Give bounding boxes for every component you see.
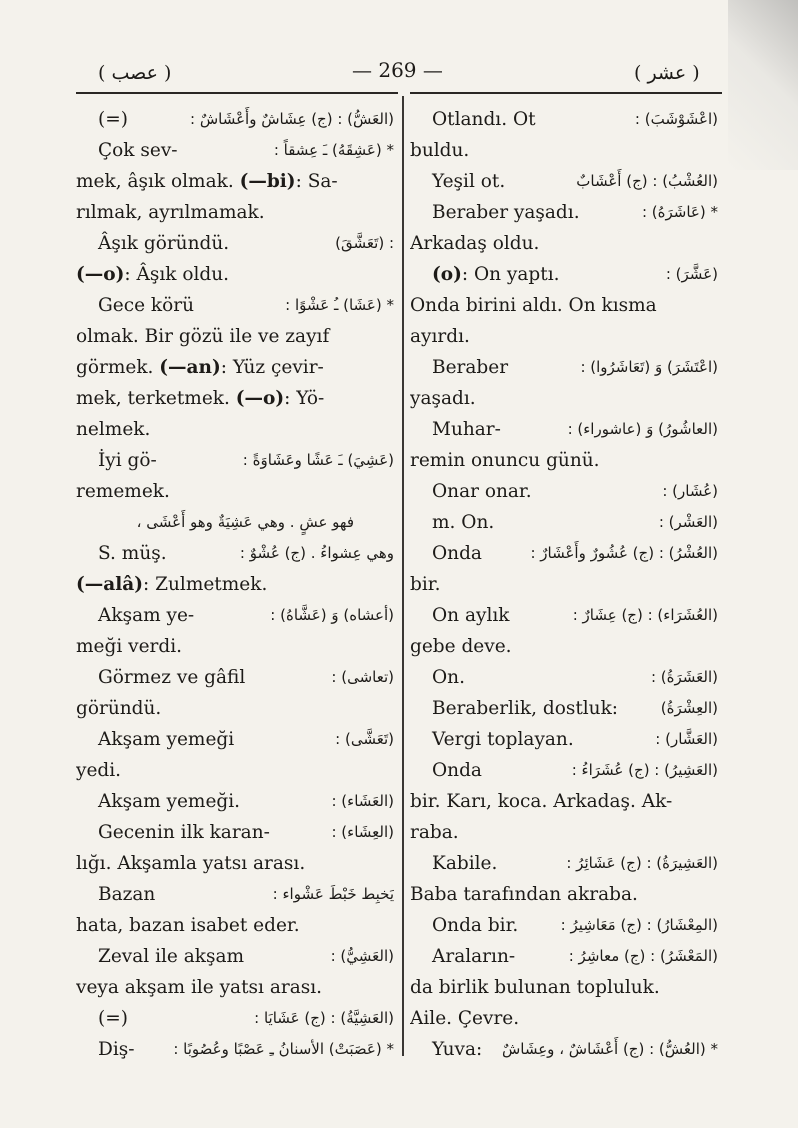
entry-line: [76, 631, 394, 662]
entry-line: [76, 724, 394, 755]
entry-line: [76, 445, 394, 476]
entry-line: [410, 1003, 718, 1034]
arabic-headword: (العاشُورُ) وَ (عاشوراء) :: [567, 420, 718, 438]
turkish-text: Kabile.: [432, 853, 498, 874]
turkish-text: Yuva:: [432, 1039, 483, 1060]
entry-line: [76, 104, 394, 135]
turkish-text: bir. Karı, koca. Arkadaş. Ak-: [410, 791, 673, 812]
arabic-headword: (تَعَشَّى) :: [335, 730, 394, 748]
turkish-text: Akşam yemeği.: [98, 791, 241, 812]
arabic-headword: فهو عشٍ . وهي عَشِيَةٌ وهو أَعْشَى ،: [136, 513, 354, 531]
arabic-headword: يَخبِط خَبْطَ عَشْواء :: [272, 885, 394, 903]
arabic-headword: (العَشِيُّ) :: [330, 947, 394, 965]
entry-line: [410, 135, 718, 166]
entry-line: [410, 383, 718, 414]
turkish-text: hata, bazan isabet eder.: [76, 915, 300, 936]
arabic-headword: (اعْتَشَرَ) وَ (تَعَاشَرُوا) :: [580, 358, 718, 376]
entry-line: [410, 910, 718, 941]
turkish-text: Onda bir.: [432, 915, 519, 936]
turkish-text: meği verdi.: [76, 636, 183, 657]
page-number: — 269 —: [352, 58, 443, 82]
arabic-headword: * (عَشَا) ـُ عَشْوًا :: [285, 296, 394, 314]
entry-line: [410, 631, 718, 662]
arabic-headword: * (العُشُّ) : (ج) أَعْشَاشٌ ، وعِشَاشٌ: [501, 1040, 718, 1058]
turkish-text: (o): On yaptı.: [432, 264, 560, 285]
arabic-headword: وهي عِشواءُ . (ج) عُشْوٌ :: [239, 544, 394, 562]
turkish-text: Bazan: [98, 884, 156, 905]
turkish-text: Onda birini aldı. On kısma: [410, 295, 657, 316]
entry-line: [76, 476, 394, 507]
page-header: [0, 58, 798, 88]
turkish-text: Akşam yemeği: [98, 729, 235, 750]
entry-line: [76, 321, 394, 352]
turkish-text: raba.: [410, 822, 459, 843]
arabic-headword: : (تَعَشَّقَ): [335, 234, 394, 252]
entry-line: [76, 910, 394, 941]
turkish-text: Beraber yaşadı.: [432, 202, 580, 223]
turkish-text: Zeval ile akşam: [98, 946, 245, 967]
turkish-text: Arkadaş oldu.: [410, 233, 540, 254]
turkish-text: nelmek.: [76, 419, 151, 440]
entry-line: [410, 972, 718, 1003]
turkish-text: mek, terketmek. (—o): Yö-: [76, 388, 325, 409]
turkish-text: lığı. Akşamla yatsı arası.: [76, 853, 306, 874]
arabic-headword: (العَشِيَّةُ) : (ج) عَشَايَا :: [254, 1009, 394, 1027]
arabic-headword: * (عَشِقَهُ) ـَ عِشقاً :: [273, 141, 394, 159]
entry-line: [410, 600, 718, 631]
entry-line: [410, 817, 718, 848]
entry-line: [76, 879, 394, 910]
arabic-headword: (المَعْشَرُ) : (ج) معاشِرُ :: [568, 947, 718, 965]
arabic-headword: (العَشِيرَةُ) : (ج) عَشَائِرُ :: [566, 854, 718, 872]
turkish-text: Görmez ve gâfil: [98, 667, 246, 688]
entry-line: [76, 352, 394, 383]
turkish-text: mek, âşık olmak. (—bi): Sa-: [76, 171, 338, 192]
arabic-headword: (العَشَاء) :: [331, 792, 394, 810]
header-left-keyword: ( عصب ): [98, 62, 172, 84]
turkish-text: yaşadı.: [410, 388, 476, 409]
left-column: [76, 104, 394, 1065]
turkish-text: Onda: [432, 760, 482, 781]
turkish-text: yedi.: [76, 760, 122, 781]
arabic-headword: (عَشَّرَ) :: [665, 265, 718, 283]
arabic-headword: (العَشِيرُ) : (ج) عُشَرَاءُ :: [571, 761, 718, 779]
turkish-text: remin onuncu günü.: [410, 450, 600, 471]
entry-line: [76, 414, 394, 445]
turkish-text: İyi gö-: [98, 450, 157, 471]
turkish-text: Otlandı. Ot: [432, 109, 536, 130]
arabic-headword: (العَشُّ) : (ج) عِشَاشٌ وأَعْشَاشٌ :: [190, 110, 394, 128]
entry-line: [76, 259, 394, 290]
entry-line: [410, 166, 718, 197]
turkish-text: (=): [98, 1008, 128, 1029]
entry-line: [410, 290, 718, 321]
turkish-text: On aylık: [432, 605, 510, 626]
turkish-text: Muhar-: [432, 419, 501, 440]
entry-line: [410, 1034, 718, 1065]
entry-line: [410, 352, 718, 383]
entry-line: [410, 662, 718, 693]
turkish-text: rılmak, ayrılmamak.: [76, 202, 265, 223]
turkish-text: görmek. (—an): Yüz çevir-: [76, 357, 324, 378]
entry-line: [76, 538, 394, 569]
right-column: [410, 104, 718, 1065]
arabic-headword: (العَشَّار) :: [655, 730, 718, 748]
turkish-text: Âşık göründü.: [98, 233, 230, 254]
turkish-text: gebe deve.: [410, 636, 512, 657]
entry-line: [76, 786, 394, 817]
arabic-headword: (العُشْبُ) : (ج) أَعْشَابٌ: [576, 172, 718, 190]
turkish-text: ayırdı.: [410, 326, 470, 347]
arabic-headword: (العِشَاء) :: [331, 823, 394, 841]
entry-line: [410, 321, 718, 352]
turkish-text: veya akşam ile yatsı arası.: [76, 977, 323, 998]
turkish-text: m. On.: [432, 512, 495, 533]
turkish-text: Beraberlik, dostluk:: [432, 698, 619, 719]
turkish-text: olmak. Bir gözü ile ve zayıf: [76, 326, 330, 347]
arabic-headword: * (عَاشَرَهُ) :: [641, 203, 718, 221]
entry-line: [76, 569, 394, 600]
entry-line: [76, 1003, 394, 1034]
entry-line: [410, 569, 718, 600]
turkish-text: Diş-: [98, 1039, 135, 1060]
turkish-text: buldu.: [410, 140, 470, 161]
entry-line: [76, 755, 394, 786]
turkish-text: Yeşil ot.: [432, 171, 506, 192]
entry-line: [76, 817, 394, 848]
arabic-headword: (عَشِيَ) ـَ عَشًا وعَشَاوَةً :: [242, 451, 394, 469]
entry-line: [410, 724, 718, 755]
entry-line: [76, 848, 394, 879]
entry-line: [410, 786, 718, 817]
arabic-headword: (العَشَرَةُ) :: [650, 668, 718, 686]
arabic-headword: (العِشْرَةُ): [660, 699, 718, 717]
header-rule-left: [76, 92, 398, 94]
entry-line: [76, 662, 394, 693]
entry-line: [76, 972, 394, 1003]
header-right-keyword: ( عشر ): [634, 62, 700, 84]
entry-line: [76, 693, 394, 724]
entry-line: [410, 538, 718, 569]
entry-line: [76, 507, 394, 538]
turkish-text: S. müş.: [98, 543, 167, 564]
turkish-text: rememek.: [76, 481, 170, 502]
entry-line: [410, 507, 718, 538]
arabic-headword: * (عَصَبَتْ) الأسنانُ ـِ عَصْبًا وعُصُوبًا :: [173, 1040, 394, 1058]
arabic-headword: (العُشَرَاء) : (ج) عِشَارٌ :: [572, 606, 718, 624]
entry-line: [410, 879, 718, 910]
entry-line: [76, 383, 394, 414]
entry-line: [76, 228, 394, 259]
turkish-text: Gecenin ilk karan-: [98, 822, 270, 843]
entry-line: [76, 290, 394, 321]
turkish-text: Baba tarafından akraba.: [410, 884, 638, 905]
arabic-headword: (عُشَار) :: [662, 482, 718, 500]
entry-line: [410, 228, 718, 259]
entry-line: [410, 693, 718, 724]
turkish-text: Araların-: [432, 946, 516, 967]
arabic-headword: (تعاشى) :: [331, 668, 394, 686]
header-rule-right: [410, 92, 722, 94]
turkish-text: Çok sev-: [98, 140, 178, 161]
turkish-text: da birlik bulunan topluluk.: [410, 977, 660, 998]
turkish-text: On.: [432, 667, 465, 688]
entry-line: [410, 445, 718, 476]
entry-line: [76, 166, 394, 197]
turkish-text: Onar onar.: [432, 481, 532, 502]
arabic-headword: (العُشْرُ) : (ج) عُشُورٌ وأَعْشَارٌ :: [530, 544, 718, 562]
arabic-headword: (أعشاه) وَ (عَشَّاهُ) :: [270, 606, 394, 624]
arabic-headword: (العَشْر) :: [658, 513, 718, 531]
entry-line: [410, 104, 718, 135]
entry-line: [410, 259, 718, 290]
turkish-text: Gece körü: [98, 295, 195, 316]
entry-line: [410, 941, 718, 972]
entry-line: [410, 848, 718, 879]
entry-line: [76, 135, 394, 166]
turkish-text: göründü.: [76, 698, 162, 719]
column-divider: [402, 96, 404, 1056]
turkish-text: Onda: [432, 543, 482, 564]
entry-line: [410, 476, 718, 507]
entry-line: [410, 414, 718, 445]
turkish-text: Vergi toplayan.: [432, 729, 574, 750]
turkish-text: Beraber: [432, 357, 509, 378]
arabic-headword: (المِعْشَارُ) : (ج) مَعَاشِيرُ :: [560, 916, 718, 934]
entry-line: [76, 197, 394, 228]
turkish-text: Aile. Çevre.: [410, 1008, 520, 1029]
turkish-text: (—alâ): Zulmetmek.: [76, 574, 268, 595]
entry-line: [410, 197, 718, 228]
arabic-headword: (اعْشَوْشَبَ) :: [634, 110, 718, 128]
entry-line: [410, 755, 718, 786]
entry-line: [76, 941, 394, 972]
turkish-text: Akşam ye-: [98, 605, 195, 626]
entry-line: [76, 1034, 394, 1065]
turkish-text: (—o): Âşık oldu.: [76, 264, 230, 285]
turkish-text: (=): [98, 109, 128, 130]
entry-line: [76, 600, 394, 631]
turkish-text: bir.: [410, 574, 441, 595]
